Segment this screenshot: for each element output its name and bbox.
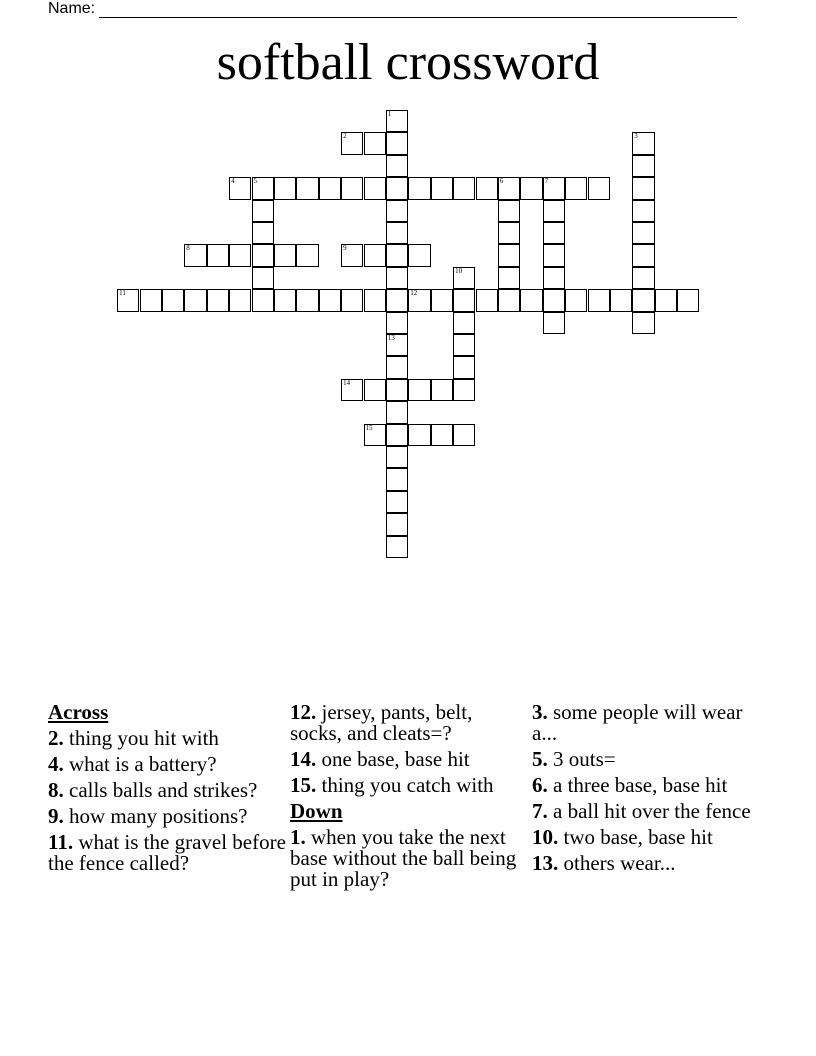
clue-number-label: 13: [387, 334, 395, 342]
grid-cell[interactable]: [386, 491, 408, 513]
grid-cell[interactable]: [431, 424, 453, 446]
grid-cell[interactable]: [632, 222, 654, 244]
grid-cell[interactable]: [364, 244, 386, 266]
clue-number-label: 7: [544, 177, 549, 186]
grid-cell[interactable]: [431, 379, 453, 401]
grid-cell[interactable]: [117, 289, 139, 311]
grid-cell[interactable]: [543, 177, 565, 199]
grid-cell[interactable]: [386, 110, 408, 132]
grid-cell[interactable]: [184, 289, 206, 311]
grid-cell[interactable]: [543, 200, 565, 222]
grid-cell[interactable]: [386, 200, 408, 222]
grid-cell[interactable]: [543, 312, 565, 334]
grid-cell[interactable]: [632, 200, 654, 222]
clue-number-label: 11: [119, 289, 126, 298]
grid-cell[interactable]: [543, 267, 565, 289]
clue-number-label: 10: [455, 266, 463, 275]
grid-cell[interactable]: [386, 446, 408, 468]
clue-down-3: 3. some people will wear a...: [532, 700, 743, 745]
grid-cell[interactable]: [520, 177, 542, 199]
grid-cell[interactable]: [319, 177, 341, 199]
grid-cell[interactable]: [386, 424, 408, 446]
grid-cell[interactable]: [565, 289, 587, 311]
grid-cell[interactable]: [677, 289, 699, 311]
grid-cell[interactable]: [386, 289, 408, 311]
grid-cell[interactable]: [632, 244, 654, 266]
grid-cell[interactable]: [543, 289, 565, 311]
clue-down-6: 6. a three base, base hit: [532, 773, 728, 797]
clue-number-label: 3: [634, 132, 638, 141]
grid-cell[interactable]: [341, 289, 363, 311]
grid-cell[interactable]: [386, 244, 408, 266]
grid-cell[interactable]: [498, 177, 520, 199]
clue-number-label: 14: [343, 378, 351, 387]
name-label: Name:: [48, 0, 96, 17]
grid-cell[interactable]: [386, 155, 408, 177]
clue-number-label: 2: [343, 132, 347, 141]
grid-cell[interactable]: [453, 379, 475, 401]
grid-cell[interactable]: [632, 177, 654, 199]
grid-cell[interactable]: [386, 401, 408, 423]
clue-down-1: 1. when you take the next base without the ball being put in play?: [290, 825, 517, 891]
grid-cell[interactable]: [386, 468, 408, 490]
grid-cell[interactable]: [476, 289, 498, 311]
grid-cell[interactable]: [453, 177, 475, 199]
grid-cell[interactable]: [252, 222, 274, 244]
grid-cell[interactable]: [588, 289, 610, 311]
grid-cell[interactable]: [498, 200, 520, 222]
grid-cell[interactable]: [207, 244, 229, 266]
clue-across-4: 4. what is a battery?: [48, 752, 217, 776]
grid-cell[interactable]: [632, 132, 654, 154]
grid-cell[interactable]: [453, 312, 475, 334]
clue-number-label: 8: [186, 244, 190, 253]
grid-cell[interactable]: [453, 356, 475, 378]
clue-across-12: 12. jersey, pants, belt, socks, and cleats=?: [290, 700, 473, 745]
grid-cell[interactable]: [408, 289, 430, 311]
grid-cell[interactable]: [274, 289, 296, 311]
clue-column-3: [532, 702, 772, 879]
grid-cell[interactable]: [431, 289, 453, 311]
clue-column-1: [48, 702, 288, 879]
grid-cell[interactable]: [543, 222, 565, 244]
grid-cell[interactable]: [341, 177, 363, 199]
clue-number-label: 6: [499, 177, 504, 186]
grid-cell[interactable]: [610, 289, 632, 311]
grid-cell[interactable]: [632, 289, 654, 311]
grid-cell[interactable]: [386, 334, 408, 356]
grid-cell[interactable]: [498, 267, 520, 289]
grid-cell[interactable]: [341, 244, 363, 266]
clue-across-8: 8. calls balls and strikes?: [48, 778, 258, 802]
clue-number-label: 12: [410, 289, 418, 298]
grid-cell[interactable]: [632, 267, 654, 289]
grid-cell[interactable]: [364, 379, 386, 401]
grid-cell[interactable]: [364, 289, 386, 311]
grid-cell[interactable]: [252, 267, 274, 289]
down-heading: Down: [290, 799, 343, 823]
grid-cell[interactable]: [184, 244, 206, 266]
grid-cell[interactable]: [655, 289, 677, 311]
grid-cell[interactable]: [274, 177, 296, 199]
grid-cell[interactable]: [341, 132, 363, 154]
grid-cell[interactable]: [140, 289, 162, 311]
grid-cell[interactable]: [252, 177, 274, 199]
grid-cell[interactable]: [386, 222, 408, 244]
clue-down-5: 5. 3 outs=: [532, 747, 616, 771]
grid-cell[interactable]: [252, 289, 274, 311]
clue-across-14: 14. one base, base hit: [290, 747, 470, 771]
clue-across-15: 15. thing you catch with: [290, 773, 494, 797]
grid-cell[interactable]: [498, 244, 520, 266]
grid-cell[interactable]: [386, 379, 408, 401]
grid-cell[interactable]: [453, 424, 475, 446]
grid-cell[interactable]: [319, 289, 341, 311]
grid-cell[interactable]: [453, 334, 475, 356]
clue-down-10: 10. two base, base hit: [532, 825, 713, 849]
grid-cell[interactable]: [588, 177, 610, 199]
grid-cell[interactable]: [364, 177, 386, 199]
clue-number-label: 4: [231, 177, 235, 186]
grid-cell[interactable]: [364, 424, 386, 446]
clue-number-label: 5: [253, 177, 257, 186]
grid-cell[interactable]: [632, 312, 654, 334]
grid-cell[interactable]: [453, 289, 475, 311]
clue-across-11: 11. what is the gravel before the fence called?: [48, 830, 286, 875]
clue-number-label: 15: [365, 423, 373, 432]
grid-cell[interactable]: [341, 379, 363, 401]
grid-cell[interactable]: [632, 155, 654, 177]
grid-cell[interactable]: [296, 177, 318, 199]
grid-cell[interactable]: [386, 132, 408, 154]
grid-cell[interactable]: [408, 177, 430, 199]
grid-cell[interactable]: [229, 289, 251, 311]
grid-cell[interactable]: [476, 177, 498, 199]
grid-cell[interactable]: [229, 244, 251, 266]
grid-cell[interactable]: [252, 244, 274, 266]
clue-column-2: [290, 702, 525, 895]
grid-cell[interactable]: [408, 424, 430, 446]
page-title: softball crossword: [216, 34, 600, 91]
grid-cell[interactable]: [274, 244, 296, 266]
grid-cell[interactable]: [543, 244, 565, 266]
clue-number-label: 9: [343, 244, 347, 253]
grid-cell[interactable]: [408, 244, 430, 266]
grid-cell[interactable]: [386, 267, 408, 289]
grid-cell[interactable]: [520, 289, 542, 311]
grid-cell[interactable]: [229, 177, 251, 199]
grid-cell[interactable]: [386, 536, 408, 558]
clue-across-9: 9. how many positions?: [48, 804, 248, 828]
grid-cell[interactable]: [453, 267, 475, 289]
grid-cell[interactable]: [408, 379, 430, 401]
grid-cell[interactable]: [386, 312, 408, 334]
grid-cell[interactable]: [498, 289, 520, 311]
grid-cell[interactable]: [162, 289, 184, 311]
clue-number-label: 1: [387, 110, 392, 118]
grid-cell[interactable]: [296, 244, 318, 266]
grid-cell[interactable]: [207, 289, 229, 311]
across-heading: Across: [48, 700, 109, 724]
grid-cell[interactable]: [386, 177, 408, 199]
grid-cell[interactable]: [364, 132, 386, 154]
grid-cell[interactable]: [252, 200, 274, 222]
grid-cell[interactable]: [431, 177, 453, 199]
grid-cell[interactable]: [296, 289, 318, 311]
clue-across-2: 2. thing you hit with: [48, 726, 219, 750]
grid-cell[interactable]: [498, 222, 520, 244]
grid-cell[interactable]: [386, 513, 408, 535]
clue-down-7: 7. a ball hit over the fence: [532, 799, 751, 823]
clue-down-13: 13. others wear...: [532, 851, 676, 875]
grid-cell[interactable]: [386, 356, 408, 378]
grid-cell[interactable]: [565, 177, 587, 199]
